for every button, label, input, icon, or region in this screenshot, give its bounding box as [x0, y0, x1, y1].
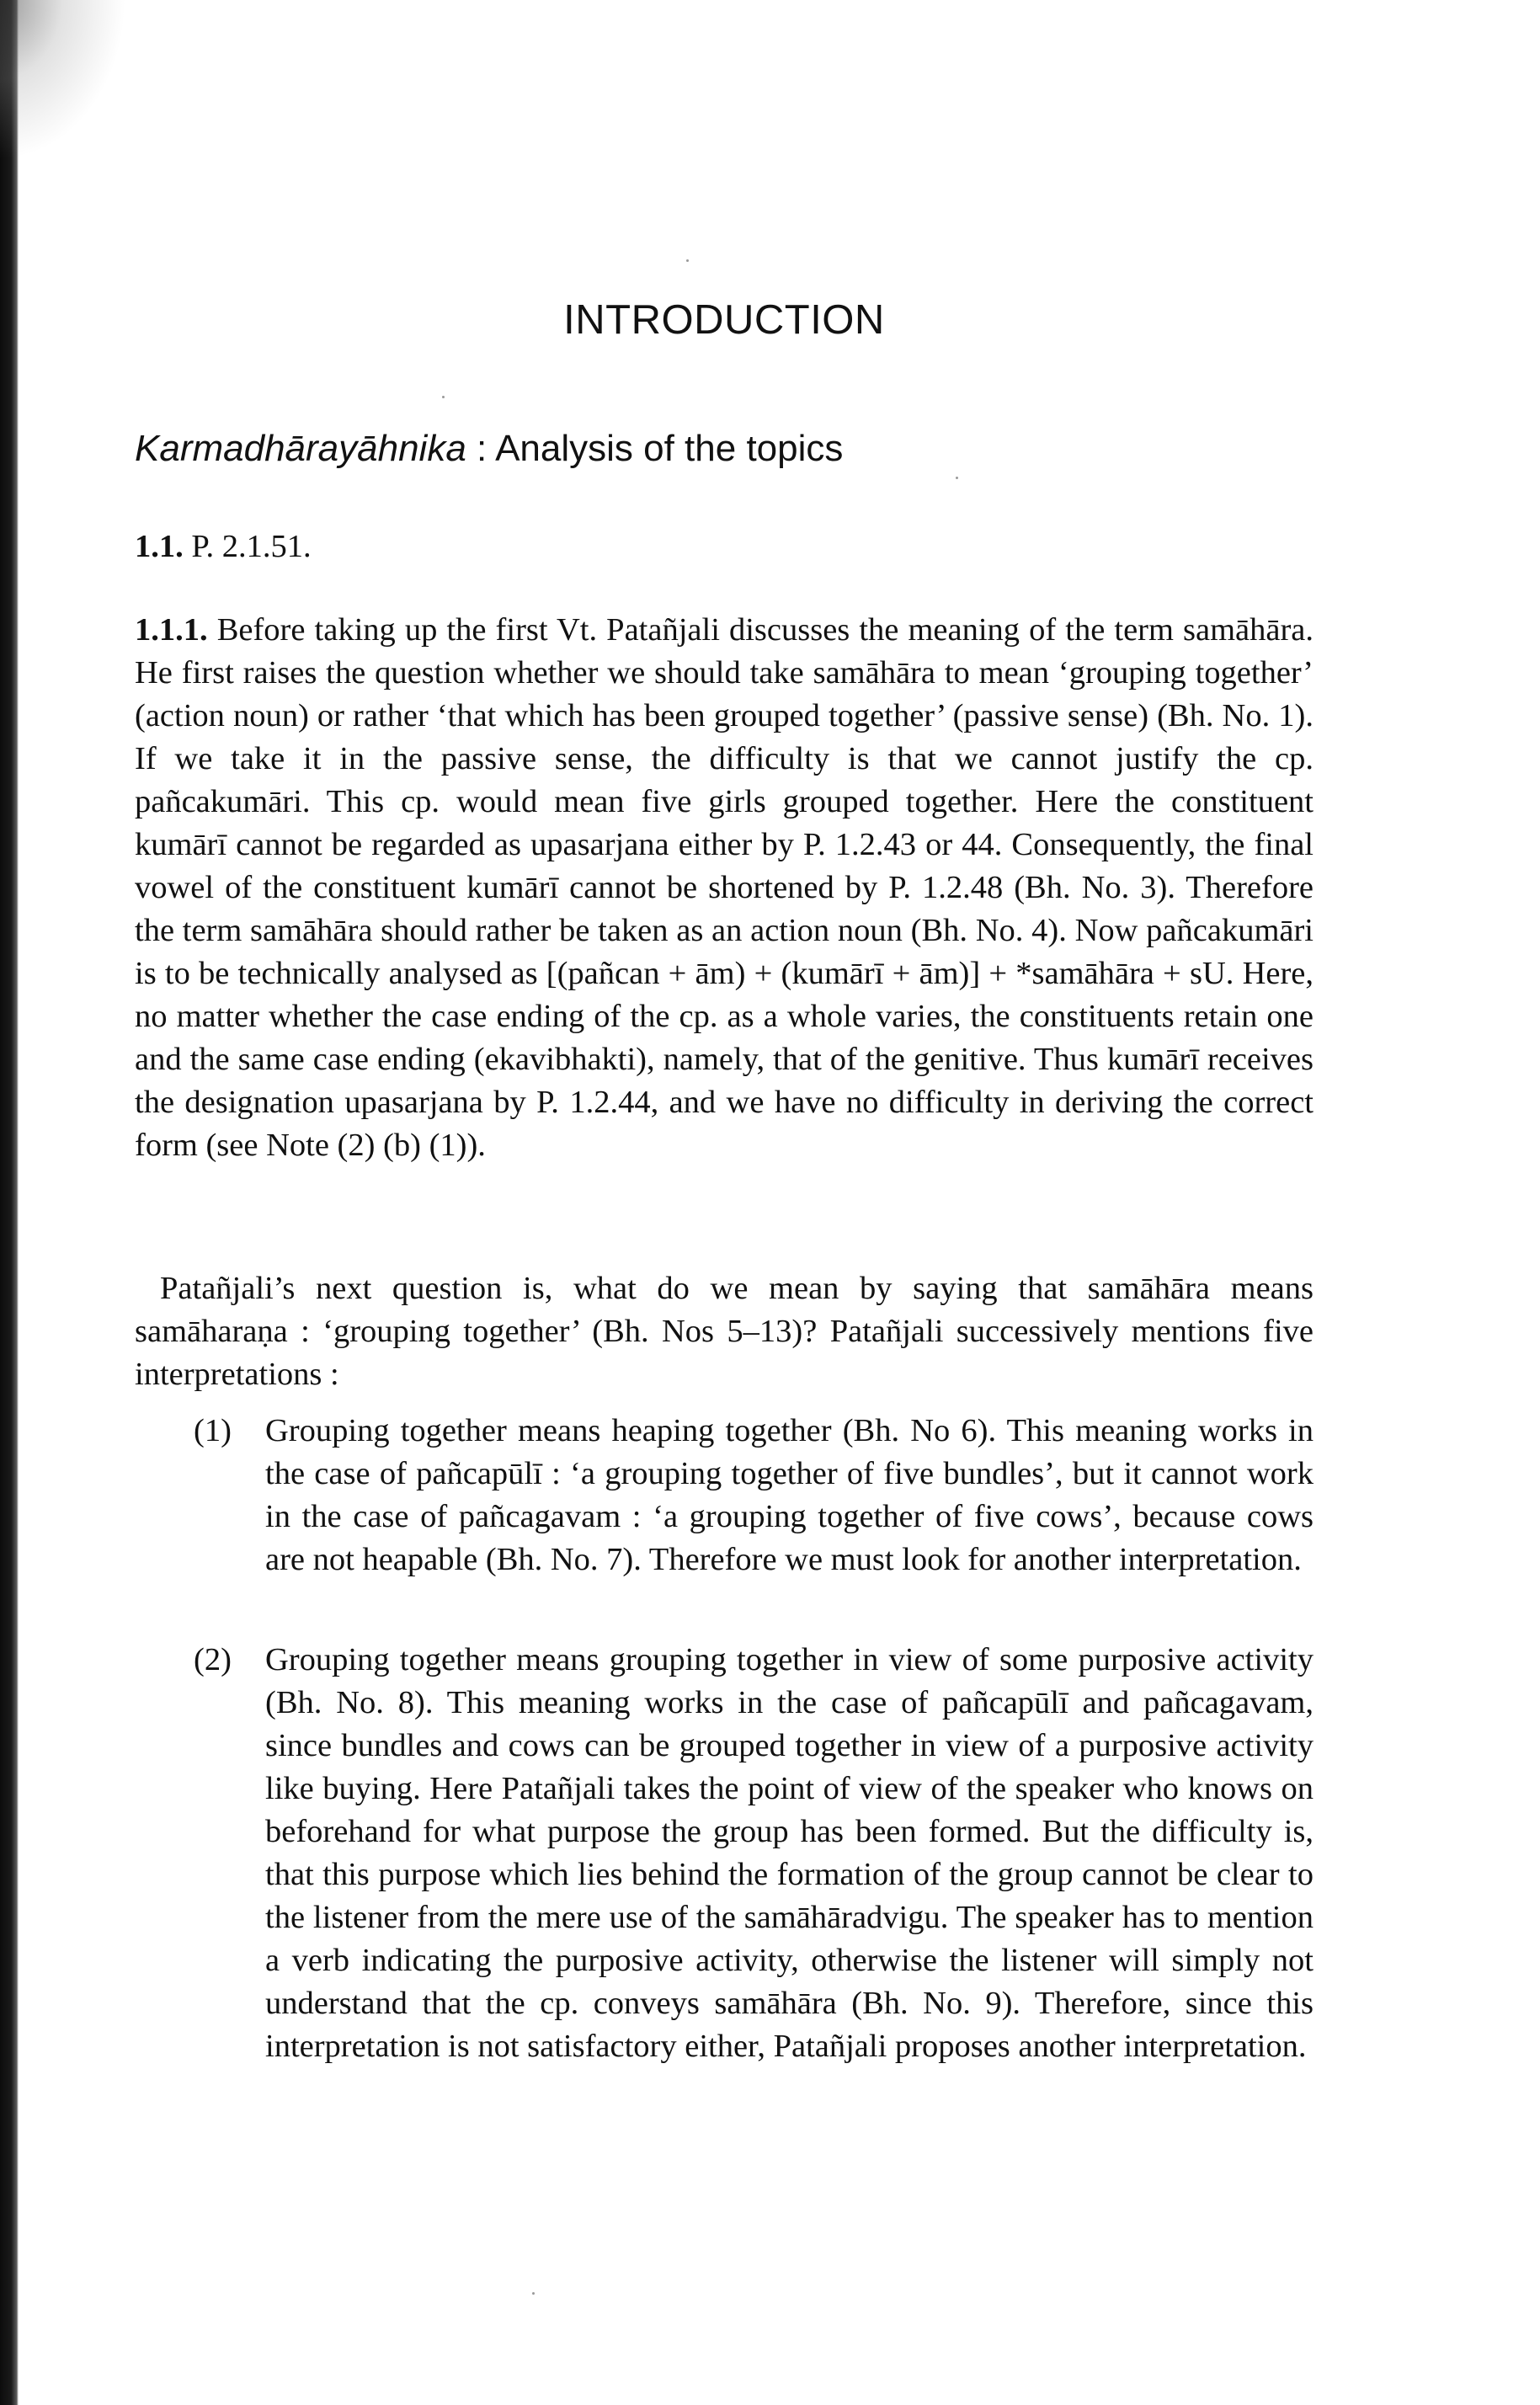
scan-speck — [442, 396, 445, 398]
scan-speck — [532, 2292, 535, 2295]
sub-heading — [135, 525, 1314, 568]
scan-speck — [956, 477, 958, 479]
list-item — [194, 1410, 1314, 1581]
sub-heading-number: 1.1. — [135, 529, 184, 564]
section-heading-separator: : — [477, 428, 488, 469]
list-item — [194, 1639, 1314, 2068]
section-heading-rest: Analysis of the topics — [495, 428, 844, 469]
paragraph-1 — [135, 609, 1314, 1167]
list-item-text: Grouping together means grouping together in view of some purposive activity (Bh. No. 8). This meaning works in the case of pañcapūlī and pañcagavam, since bundles and cows can be grouped together in view of a purposive activity like buying. Here Patañjali takes the point of view of the speaker who knows on beforehand for what purpose the group has been formed. But the difficulty is, that this purpose which lies behind the formation of the group cannot be clear to the listener from the mere use of the samāhāradvigu. The speaker has to mention a verb indicating the purposive activity, otherwise the listener will simply not understand that the cp. conveys samāhāra (Bh. No. 9). Therefore, since this interpretation is not satisfactory either, Patañjali proposes another interpretation. — [265, 1642, 1314, 2064]
paragraph-1-text: Before taking up the first Vt. Patañjali discusses the meaning of the term samāhāra. He first raises the question whether we should take samāhāra to mean ‘grouping together’ (action noun) or rather ‘that which has been grouped together’ (passive sense) (Bh. No. 1). If we take it in the passive sense, the difficulty is that we cannot justify the cp. pañcakumāri. This cp. would mean five girls grouped together. Here the constituent kumārī cannot be regarded as upasarjana either by P. 1.2.43 or 44. Consequently, the final vowel of the constituent kumārī cannot be shortened by P. 1.2.48 (Bh. No. 3). Therefore the term samāhāra should rather be taken as an action noun (Bh. No. 4). Now pañcakumāri is to be technically analysed as [(pañcan + ām) + (kumārī + ām)] + *samāhāra + sU. Here, no matter whether the case ending of the cp. as a whole varies, the constituents retain one and the same case ending (ekavibhakti), namely, that of the genitive. Thus kumārī receives the designation upasarjana by P. 1.2.44, and we have no difficulty in deriving the correct form (see Note (2) (b) (1)). — [135, 612, 1314, 1163]
sub-heading-text: P. 2.1.51. — [191, 529, 312, 564]
page-binding-edge — [0, 0, 19, 2405]
list-item-marker: (2) — [194, 1642, 232, 1677]
paragraph-1-number: 1.1.1. — [135, 612, 208, 648]
scan-speck — [686, 259, 689, 262]
paragraph-2: Patañjali’s next question is, what do we mean by saying that samāhāra means samāharaṇa : ‘grouping together’ (Bh. Nos 5–13)? Patañjali successively mentions five interpretations : — [135, 1271, 1314, 1392]
list-item-text: Grouping together means heaping together (Bh. No 6). This meaning works in the case of pañcapūlī : ‘a grouping together of five bundles’, but it cannot work in the case of pañcagavam : ‘a grouping together of five cows’, because cows are not heapable (Bh. No. 7). Therefore we must look for another interpretation. — [265, 1413, 1314, 1577]
section-heading — [135, 428, 843, 470]
section-heading-term: Karmadhārayāhnika — [135, 428, 466, 469]
page-title: INTRODUCTION — [563, 297, 885, 343]
scan-corner-shadow — [0, 0, 126, 160]
list-item-marker: (1) — [194, 1413, 232, 1448]
